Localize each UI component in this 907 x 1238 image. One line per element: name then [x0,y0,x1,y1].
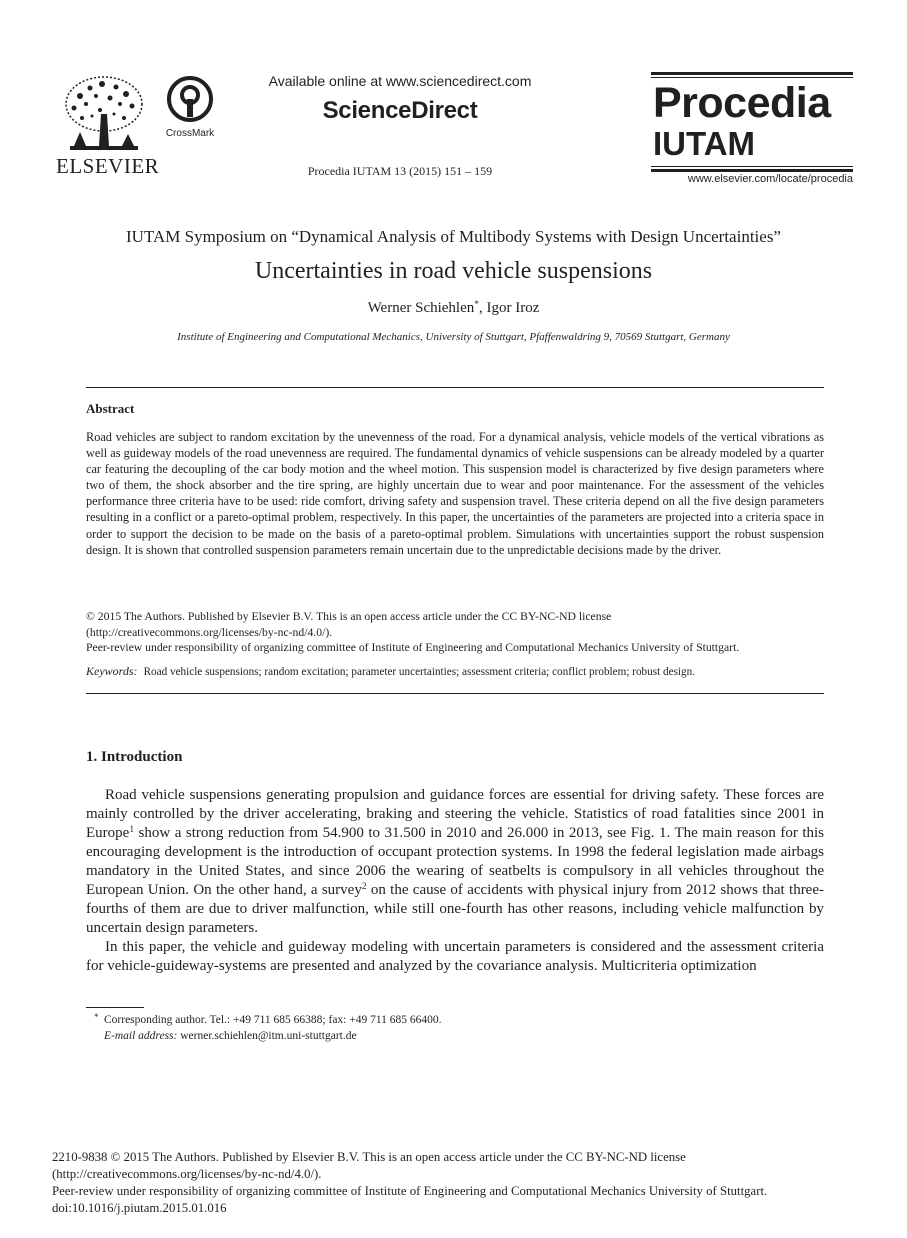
email-label: E-mail address: [104,1030,178,1042]
paragraph-text: on the cause of accidents with physical injury from 2012 shows that three-fourths of them are due to driver malfunction, while still one-fourth has other reasons, including vehicle malfunction by uncertain design parameters. [86,882,824,936]
journal-url[interactable]: www.elsevier.com/locate/procedia [687,173,853,185]
paragraph: In this paper, the vehicle and guideway modeling with uncertain parameters is considered and the assessment criteria for vehicle-guideway-systems are presented and analyzed by the covariance analysis. Multicriteria optimization [86,939,824,974]
elsevier-wordmark: ELSEVIER [56,154,160,178]
keywords-label: Keywords: [86,664,138,678]
procedia-bottom-thin-rule [651,166,853,167]
procedia-top-rule [651,72,853,75]
corresponding-author-mark: * [474,300,480,310]
abstract-text: Road vehicles are subject to random excitation by the unevenness of the road. For a dynamical analysis, vehicle models of the vertical vibrations as well as guideway models of the road unevenness are required. The fundamental dynamics of vehicle suspensions can be already modeled by a quarter car featuring the decoupling of the car body motion and the wheel motion. This suspension model is characterized by five design parameters where two of them, the shock absorber and the tire spring, are highly uncertain due to wear and poor maintenance. For the assessment of the vehicles performance three criteria have to be used: ride comfort, driving safety and suspension travel. These criteria depend on all the five design parameters resulting in a conflict or a pareto-optimal problem, respectively. In this paper, the uncertainties of the parameters are projected into a criteria space in order to support the decision to be made on the basis of a pareto-optimal problem. Simulations with uncertainties support the robust suspension design. It is shown that controlled suspension parameters remain uncertain due to the unpredictable decisions made by the driver. [86,430,824,557]
abstract-bottom-rule [86,693,824,694]
symposium-name: IUTAM Symposium on “Dynamical Analysis of Multibody Systems with Design Uncertainties” [126,227,781,246]
reference-mark[interactable]: 1 [129,825,135,835]
keywords [86,664,824,679]
author-name: Igor Iroz [486,300,540,316]
email-address[interactable]: werner.schiehlen@itm.uni-stuttgart.de [177,1030,357,1042]
peer-review-line: Peer-review under responsibility of organizing committee of Institute of Engineering and Computational Mechanics University of Stuttgart. [86,641,740,654]
abstract-top-rule [86,387,824,388]
license-statement [86,609,824,656]
affiliation: Institute of Engineering and Computational Mechanics, University of Stuttgart, Pfaffenwaldring 9, 70569 Stuttgart, Germany [177,331,730,343]
email-line [86,1028,824,1044]
introduction-body [86,786,824,976]
abstract-heading: Abstract [86,401,135,416]
elsevier-logo [56,74,160,178]
keywords-list: Road vehicle suspensions; random excitation; parameter uncertainties; assessment criteria; conflict problem; robust design. [143,666,696,678]
paragraph [86,786,824,938]
license-link[interactable]: (http://creativecommons.org/licenses/by-nc-nd/4.0/). [86,625,333,639]
procedia-bottom-rule [651,169,853,172]
paper-title: Uncertainties in road vehicle suspensions [254,258,653,284]
paragraph-text: show a strong reduction from 54.900 to 31.500 in 2010 and 26.000 in 2013, see Fig. 1. The main reason for this encouraging development is the introduction of occupant protection systems. In 1998 the federal legislation made airbags mandatory in the United States, and since 2006 the wearing of seatbelts is compulsory in all vehicles throughout the European Union. On the other hand, a survey [86,825,824,898]
author-separator: , [479,300,487,316]
section-heading: 1. Introduction [86,749,183,765]
doi[interactable]: doi:10.1016/j.piutam.2015.01.016 [52,1201,227,1215]
author-list [0,300,907,317]
license-line: © 2015 The Authors. Published by Elsevier B.V. This is an open access article under the CC BY-NC-ND license [86,610,612,623]
peer-review-line: Peer-review under responsibility of organizing committee of Institute of Engineering and Computational Mechanics University of Stuttgart. [52,1184,768,1198]
available-online-text: Available online at www.sciencedirect.com [268,73,532,89]
crossmark-label: CrossMark [165,128,215,139]
sciencedirect-logo[interactable]: ScienceDirect [322,97,478,124]
bottom-notice [52,1149,872,1217]
paragraph-text: Road vehicle suspensions generating propulsion and guidance forces are essential for driving safety. These forces are mainly controlled by the driver accelerating, braking and steering the vehicle. Statistics of road fatalities since 2001 in Europe [86,787,824,841]
procedia-top-thin-rule [651,77,853,78]
footnote [86,1012,824,1044]
procedia-logo [651,72,853,190]
license-link[interactable]: (http://creativecommons.org/licenses/by-nc-nd/4.0/). [52,1167,322,1181]
issn-license-line: 2210-9838 © 2015 The Authors. Published by Elsevier B.V. This is an open access article under the CC BY-NC-ND license [52,1150,686,1164]
corresponding-author-note: Corresponding author. Tel.: +49 711 685 66388; fax: +49 711 685 66400. [104,1014,442,1026]
footnote-rule [86,1007,144,1008]
elsevier-tree-icon [60,74,148,156]
procedia-wordmark: Procedia [653,79,831,127]
author-name: Werner Schiehlen [367,300,475,316]
footnote-mark: * [94,1012,99,1022]
journal-citation: Procedia IUTAM 13 (2015) 151 – 159 [307,164,493,178]
iutam-wordmark: IUTAM [653,125,756,162]
reference-mark[interactable]: 2 [361,882,367,892]
